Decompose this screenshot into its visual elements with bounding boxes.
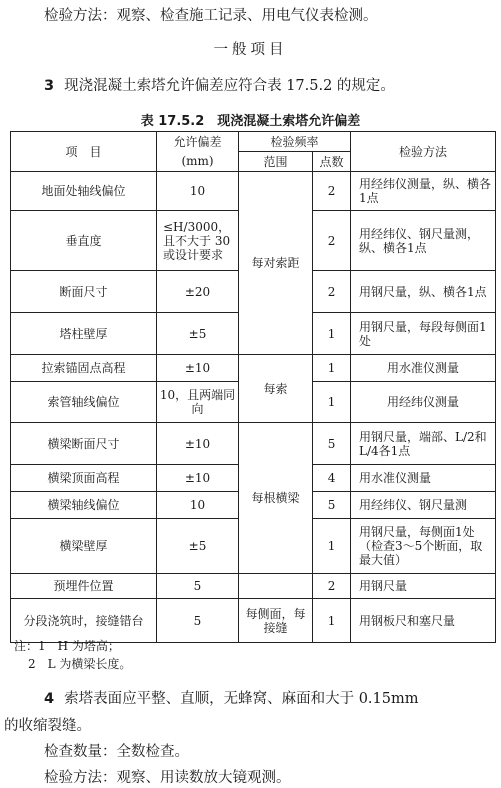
row-points: 4 (313, 465, 351, 492)
header-tolerance-unit: (mm) (157, 152, 239, 172)
row-item: 分段浇筑时，接缝错台 (11, 599, 157, 643)
row-method: 用钢尺量，纵、横各1点 (351, 271, 496, 313)
row-range-empty (239, 574, 313, 599)
header-method: 检验方法 (351, 132, 496, 172)
table-row (11, 355, 496, 382)
clause-3-number: 3 (44, 78, 55, 94)
row-tolerance: 10 (157, 492, 239, 519)
inspection-quantity: 检查数量：全数检查。 (44, 744, 189, 760)
row-points: 1 (313, 313, 351, 355)
row-points: 1 (313, 382, 351, 423)
inspection-method-final: 检验方法：观察、用读数放大镜观测。 (44, 770, 291, 786)
inspection-method-line: 检验方法：观察、检查施工记录、用电气仪表检测。 (44, 8, 378, 24)
row-points: 5 (313, 492, 351, 519)
table-row (11, 172, 496, 211)
row-tolerance: ±5 (157, 313, 239, 355)
row-method: 用水准仪测量 (351, 355, 496, 382)
table-row (11, 574, 496, 599)
row-item: 断面尺寸 (11, 271, 157, 313)
row-item: 索管轴线偏位 (11, 382, 157, 423)
row-tolerance: 10 (157, 172, 239, 211)
row-points: 2 (313, 211, 351, 271)
row-points: 1 (313, 599, 351, 643)
row-points: 2 (313, 574, 351, 599)
row-item: 横梁顶面高程 (11, 465, 157, 492)
tolerance-table (10, 131, 496, 643)
row-item: 横梁壁厚 (11, 519, 157, 574)
row-item: 塔柱壁厚 (11, 313, 157, 355)
row-method: 用经纬仪、钢尺量测，纵、横各1点 (351, 211, 496, 271)
header-range: 范围 (239, 152, 313, 172)
clause-4 (44, 687, 419, 708)
row-item: 横梁断面尺寸 (11, 423, 157, 465)
row-method: 用水准仪测量 (351, 465, 496, 492)
row-item: 地面处轴线偏位 (11, 172, 157, 211)
row-method: 用钢尺量，每段每侧面1处 (351, 313, 496, 355)
table-row (11, 599, 496, 643)
note-label: 注：1 (14, 639, 46, 653)
row-range: 每侧面，每接缝 (239, 599, 313, 643)
row-tolerance: ±10 (157, 355, 239, 382)
clause-4-continued: 的收缩裂缝。 (4, 718, 91, 734)
row-method: 用钢板尺和塞尺量 (351, 599, 496, 643)
row-method: 用钢尺量，每侧面1处（检查3～5个断面，取最大值） (351, 519, 496, 574)
row-tolerance: 5 (157, 599, 239, 643)
row-method: 用经纬仪测量，纵、横各1点 (351, 172, 496, 211)
header-frequency: 检验频率 (239, 132, 351, 152)
note-2: 2 L 为横梁长度。 (28, 657, 132, 671)
row-range: 每对索距 (239, 172, 313, 355)
section-heading: 一般项目 (213, 42, 288, 58)
table-caption: 表 17.5.2 现浇混凝土索塔允许偏差 (140, 114, 361, 129)
row-method: 用经纬仪、钢尺量测 (351, 492, 496, 519)
clause-4-number: 4 (44, 691, 55, 707)
row-points: 2 (313, 271, 351, 313)
table-notes (14, 637, 131, 673)
row-tolerance: ±20 (157, 271, 239, 313)
row-item: 拉索锚固点高程 (11, 355, 157, 382)
row-tolerance: ±5 (157, 519, 239, 574)
note-1-text: H 为塔高； (57, 639, 120, 653)
row-item: 横梁轴线偏位 (11, 492, 157, 519)
note-1 (14, 637, 131, 655)
row-method: 用钢尺量，端部、L/2和L/4各1点 (351, 423, 496, 465)
row-item: 预埋件位置 (11, 574, 157, 599)
clause-3-text: 现浇混凝土索塔允许偏差应符合表 17.5.2 的规定。 (64, 78, 395, 94)
row-tolerance: ±10 (157, 465, 239, 492)
row-tolerance: 10，且两端同向 (157, 382, 239, 423)
row-tolerance: ≤H/3000，且不大于 30 或设计要求 (157, 211, 239, 271)
header-item: 项 目 (11, 132, 157, 172)
clause-3 (44, 74, 395, 95)
row-points: 1 (313, 519, 351, 574)
row-tolerance: 5 (157, 574, 239, 599)
row-item: 垂直度 (11, 211, 157, 271)
row-points: 1 (313, 355, 351, 382)
row-points: 2 (313, 172, 351, 211)
row-range: 每根横梁 (239, 423, 313, 574)
row-range: 每索 (239, 355, 313, 423)
header-tolerance: 允许偏差 (157, 132, 239, 152)
table-row (11, 423, 496, 465)
row-method: 用经纬仪测量 (351, 382, 496, 423)
header-points: 点数 (313, 152, 351, 172)
clause-4-text: 索塔表面应平整、直顺，无蜂窝、麻面和大于 0.15mm (64, 691, 419, 707)
row-tolerance: ±10 (157, 423, 239, 465)
row-method: 用钢尺量 (351, 574, 496, 599)
row-points: 5 (313, 423, 351, 465)
